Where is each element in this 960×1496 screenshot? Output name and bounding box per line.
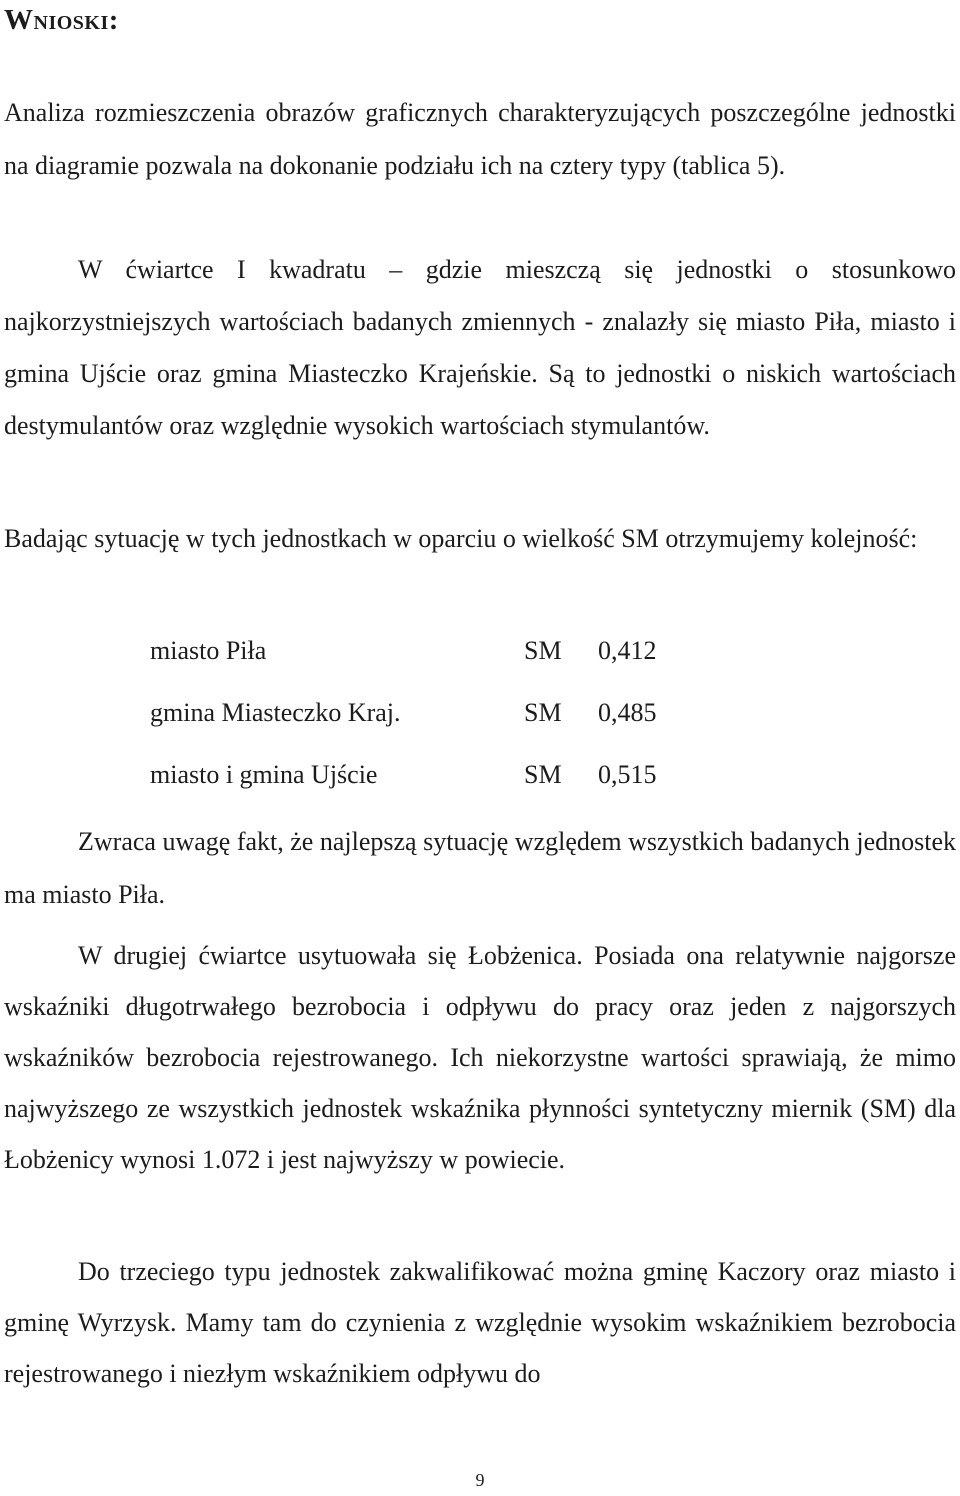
sm-value: 0,485: [598, 698, 657, 727]
unit-name: gmina Miasteczko Kraj.: [150, 698, 401, 727]
sm-value: 0,412: [598, 636, 657, 665]
sm-label: SM: [524, 698, 562, 727]
page-number: 9: [475, 1470, 485, 1490]
section-heading: Wnioski:: [4, 4, 119, 36]
sm-label: SM: [524, 636, 562, 665]
paragraph-best-unit: Zwraca uwagę fakt, że najlepszą sytuację względem wszystkich badanych jednostek ma miasto Piła.: [4, 827, 956, 909]
sm-value: 0,515: [598, 760, 657, 789]
paragraph-quadrant-one: W ćwiartce I kwadratu – gdzie mieszczą się jednostki o stosunkowo najkorzystniejszych wartościach badanych zmiennych - znalazły się miasto Piła, miasto i gmina Ujście oraz gmina Miasteczko Krajeńskie. Są to jednostki o niskich wartościach destymulantów oraz względnie wysokich wartościach stymulantów.: [4, 255, 956, 440]
sm-label: SM: [524, 760, 562, 789]
sm-ranking-list: [150, 624, 710, 810]
unit-name: miasto i gmina Ujście: [150, 760, 378, 789]
unit-name: miasto Piła: [150, 636, 267, 665]
paragraph-quadrant-two: W drugiej ćwiartce usytuowała się Łobżenica. Posiada ona relatywnie najgorsze wskaźniki długotrwałego bezrobocia i odpływu do pracy oraz jeden z najgorszych wskaźników bezrobocia rejestrowanego. Ich niekorzystne wartości sprawiają, że mimo najwyższego ze wszystkich jednostek wskaźnika płynności syntetyczny miernik (SM) dla Łobżenicy wynosi 1.072 i jest najwyższy w powiecie.: [4, 941, 956, 1174]
paragraph-third-type: Do trzeciego typu jednostek zakwalifikować można gminę Kaczory oraz miasto i gminę Wyrzysk. Mamy tam do czynienia z względnie wysokim wskaźnikiem bezrobocia rejestrowanego i niezłym wskaźnikiem odpływu do: [4, 1257, 956, 1388]
sm-ranking-row: [150, 748, 710, 810]
paragraph-intro: Analiza rozmieszczenia obrazów graficznych charakteryzujących poszczególne jednostki na diagramie pozwala na dokonanie podziału ich na cztery typy (tablica 5).: [4, 98, 956, 180]
paragraph-sm-order: Badając sytuację w tych jednostkach w oparciu o wielkość SM otrzymujemy kolejność:: [4, 524, 918, 553]
sm-ranking-row: [150, 624, 710, 686]
sm-ranking-row: [150, 686, 710, 748]
